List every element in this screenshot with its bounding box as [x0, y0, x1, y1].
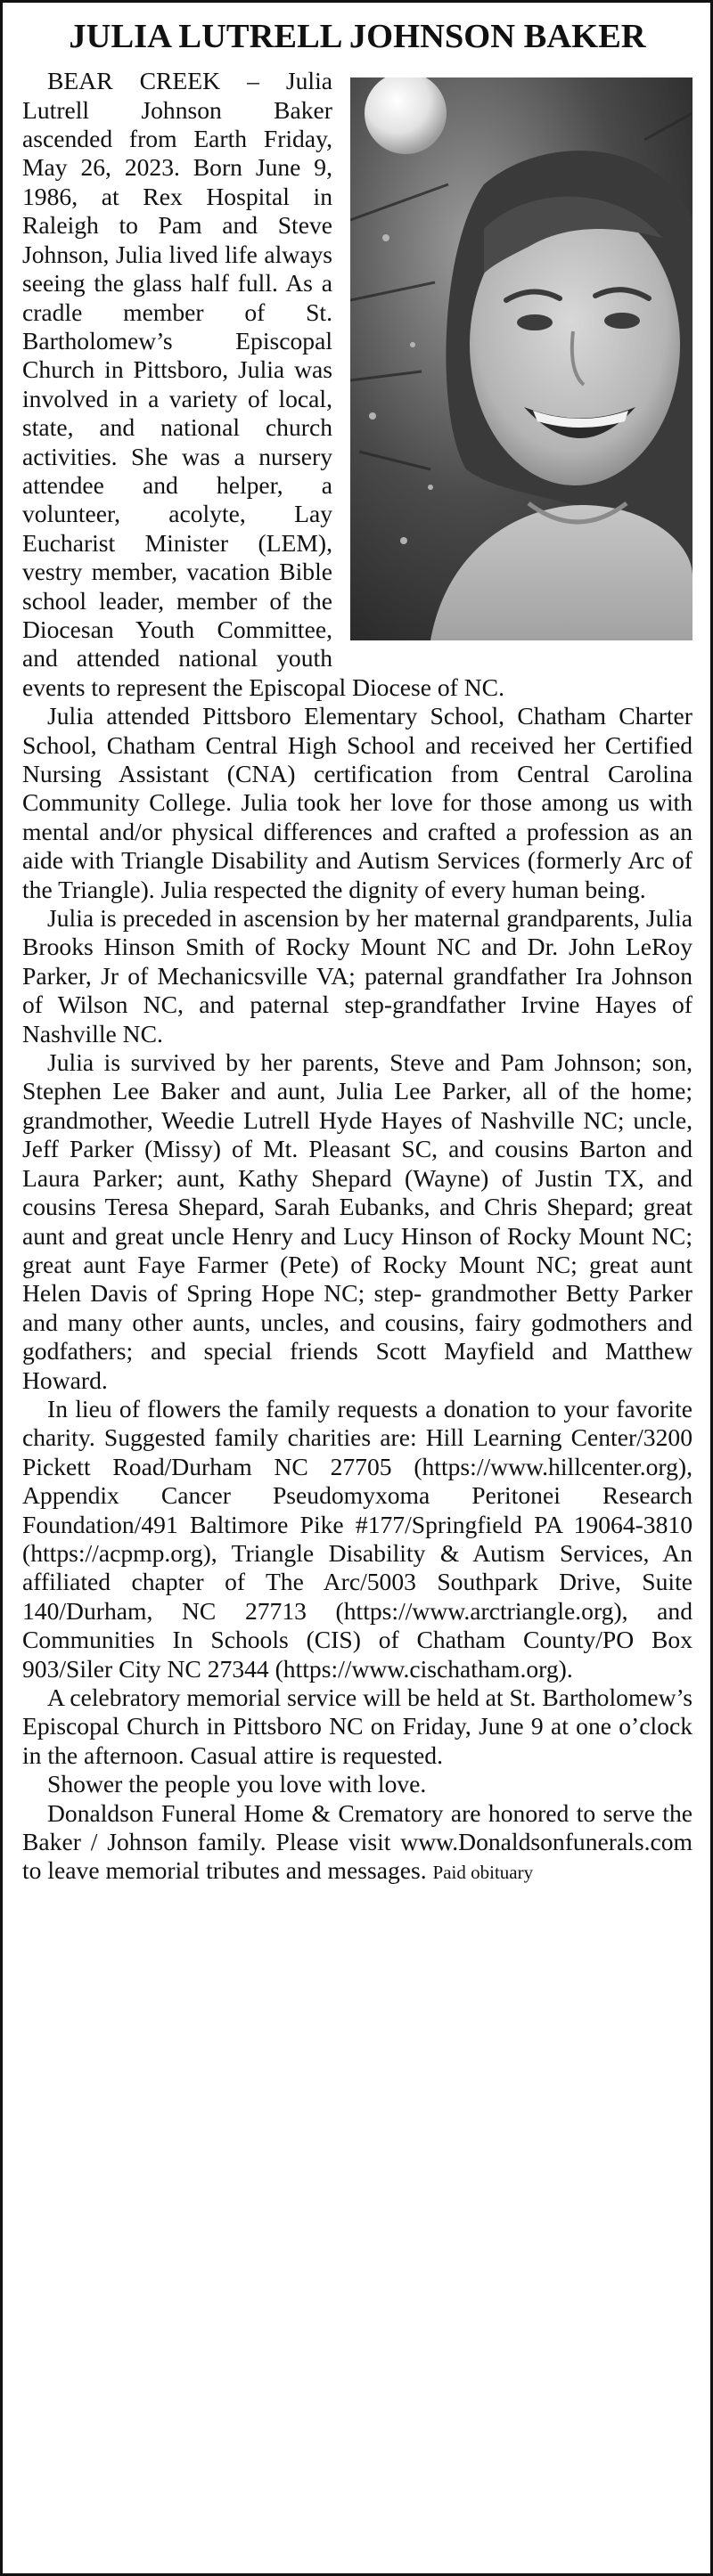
obituary-paragraph-funeral-home: [22, 1799, 693, 1887]
obituary-paragraph-preceded: Julia is preceded in ascension by her maternal grandparents, Julia Brooks Hinson Smith of Rocky Mount NC and Dr. John LeRoy Parker, Jr of Mechanicsville VA; paternal grandfather Ira Johnson of Wilson NC, and paternal step-grandfather Irvine Hayes of Nashville NC.: [22, 904, 693, 1048]
paid-obituary-note: Paid obituary: [432, 1862, 534, 1884]
portrait-photo-image: [350, 77, 693, 640]
obituary-funeral-home-text: Donaldson Funeral Home & Crematory are honored to serve the Baker / Johnson family. Please visit www.Donaldsonfunerals.com to leave memorial tributes and messages.: [22, 1798, 693, 1885]
obituary-photo: [350, 77, 693, 640]
obituary-paragraph-intro: [22, 67, 693, 702]
obituary-paragraph-intro-text: BEAR CREEK – Julia Lutrell Johnson Baker ascended from Earth Friday, May 26, 2023. Born June 9, 1986, at Rex Hospital in Raleigh to Pam and Steve Johnson, Julia lived life always seeing the glass half full. As a cradle member of St. Bartholomew’s Episcopal Church in Pittsboro, Julia was involved in a variety of local, state, and national church activities. She was a nursery attendee and helper, a volunteer, acolyte, Lay Eucharist Minister (LEM), vestry member, vacation Bible school leader, member of the Diocesan Youth Committee, and attended national youth events to represent the Episcopal Diocese of NC.: [22, 67, 504, 701]
obituary-paragraph-service: A celebratory memorial service will be held at St. Bartholomew’s Episcopal Church in Pittsboro NC on Friday, June 9 at one o’clock in the afternoon. Casual attire is requested.: [22, 1683, 693, 1769]
obituary-title: JULIA LUTRELL JOHNSON BAKER: [69, 18, 646, 55]
obituary-paragraph-charities: In lieu of flowers the family requests a donation to your favorite charity. Suggested family charities are: Hill Learning Center/3200 Pickett Road/Durham NC 27705 (https://www.hillcenter.org), Appendix Cancer Pseudomyxoma Peritonei Research Foundation/491 Baltimore Pike #177/Springfield PA 19064-3810 (https://acpmp.org), Triangle Disability & Autism Services, An affiliated chapter of The Arc/5003 Southpark Drive, Suite 140/Durham, NC 27713 (https://www.arctriangle.org), and Communities In Schools (CIS) of Chatham County/PO Box 903/Siler City NC 27344 (https://www.cischatham.org).: [22, 1394, 693, 1683]
obituary-paragraph-education: Julia attended Pittsboro Elementary School, Chatham Charter School, Chatham Central High School and received her Certified Nursing Assistant (CNA) certification from Central Carolina Community College. Julia took her love for those among us with mental and/or physical differences and crafted a profession as an aide with Triangle Disability and Autism Services (formerly Arc of the Triangle). Julia respected the dignity of every human being.: [22, 702, 693, 903]
obituary-paragraph-closing-line: Shower the people you love with love.: [47, 1770, 427, 1798]
obituary-article: [22, 17, 693, 1887]
obituary-paragraph-survivors: Julia is survived by her parents, Steve and Pam Johnson; son, Stephen Lee Baker and aunt, Julia Lee Parker, all of the home; grandmother, Weedie Lutrell Hyde Hayes of Nashville NC; uncle, Jeff Parker (Missy) of Mt. Pleasant SC, and cousins Barton and Laura Parker; aunt, Kathy Shepard (Wayne) of Justin TX, and cousins Teresa Shepard, Sarah Eubanks, and Chris Shepard; great aunt and great uncle Henry and Lucy Hinson of Rocky Mount NC; great aunt Faye Farmer (Pete) of Rocky Mount NC; great aunt Helen Davis of Spring Hope NC; step- grandmother Betty Parker and many other aunts, uncles, and cousins, fairy godmothers and godfathers; and special friends Scott Mayfield and Matthew Howard.: [22, 1048, 693, 1394]
